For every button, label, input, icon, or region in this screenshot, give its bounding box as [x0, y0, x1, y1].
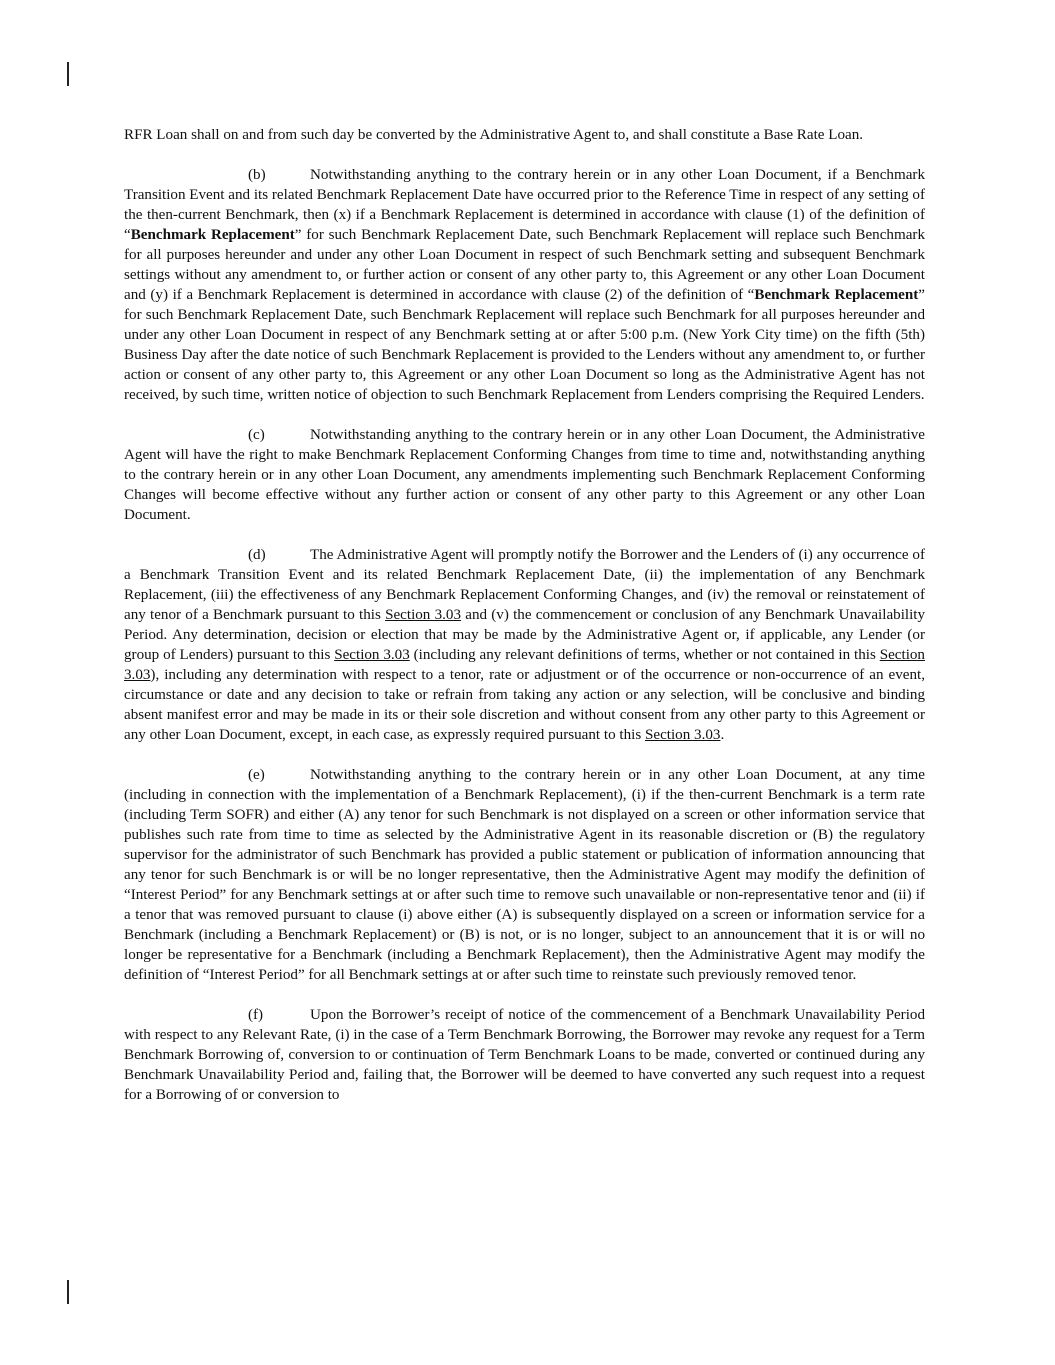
- paragraph-f: [124, 1005, 925, 1105]
- paragraph-c-label: (c): [248, 427, 265, 443]
- opening-paragraph: [124, 125, 925, 145]
- paragraph-b-label: (b): [248, 167, 266, 183]
- paragraph-d: [124, 545, 925, 745]
- paragraph-c: [124, 425, 925, 525]
- page-margin-mark-top: [67, 62, 69, 86]
- section-reference-3: Section 3.03: [124, 647, 925, 683]
- paragraph-b: [124, 165, 925, 405]
- paragraph-d-text-4: ), including any determination with respect to a tenor, rate or adjustment or of the occurrence or non-occurrence of an event, circumstance or date and any decision to take or refrain from taking any action or any selection, will be conclusive and binding absent manifest error and may be made in its or their sole discretion and without consent from any other party to this Agreement or any other Loan Document, except, in each case, as expressly required pursuant to this: [124, 667, 925, 743]
- paragraph-b-text-3: ” for such Benchmark Replacement Date, such Benchmark Replacement will replace such Benchmark for all purposes hereunder and under any other Loan Document in respect of any Benchmark setting at or after 5:00 p.m. (New York City time) on the fifth (5th) Business Day after the date notice of such Benchmark Replacement is provided to the Lenders without any amendment to, or further action or consent of any other party to, this Agreement or any other Loan Document so long as the Administrative Agent has not received, by such time, written notice of objection to such Benchmark Replacement from Lenders comprising the Required Lenders.: [124, 287, 925, 403]
- paragraph-d-label: (d): [248, 547, 266, 563]
- paragraph-d-text-5: .: [720, 727, 725, 743]
- paragraph-f-text: Upon the Borrower’s receipt of notice of the commencement of a Benchmark Unavailability Period with respect to any Relevant Rate, (i) in the case of a Term Benchmark Borrowing, the Borrower may revoke any request for a Term Benchmark Borrowing of, conversion to or continuation of Term Benchmark Loans to be made, converted or continued during any Benchmark Unavailability Period and, failing that, the Borrower will be deemed to have converted any such request into a request for a Borrowing of or conversion to: [124, 1007, 925, 1103]
- paragraph-e-label: (e): [248, 767, 265, 783]
- paragraph-b-text-1: Notwithstanding anything to the contrary herein or in any other Loan Document, if a Benchmark Transition Event and its related Benchmark Replacement Date have occurred prior to the Reference Time in respect of any setting of the then-current Benchmark, then (x) if a Benchmark Replacement is determined in accordance with clause (1) of the definition of “: [124, 167, 925, 243]
- section-reference-2: Section 3.03: [334, 647, 410, 663]
- document-body: [124, 125, 925, 1105]
- paragraph-b-defined-term-1: Benchmark Replacement: [130, 227, 295, 243]
- paragraph-c-text: Notwithstanding anything to the contrary herein or in any other Loan Document, the Administrative Agent will have the right to make Benchmark Replacement Conforming Changes from time to time and, notwithstanding anything to the contrary herein or in any other Loan Document, any amendments implementing such Benchmark Replacement Conforming Changes will become effective without any further action or consent of any other party to this Agreement or any other Loan Document.: [124, 427, 925, 523]
- section-reference-1: Section 3.03: [385, 607, 462, 623]
- page-margin-mark-bottom: [67, 1280, 69, 1304]
- paragraph-b-text-2: ” for such Benchmark Replacement Date, such Benchmark Replacement will replace such Benchmark for all purposes hereunder and under any other Loan Document in respect of such Benchmark setting and subsequent Benchmark settings without any amendment to, or further action or consent of any other party to, this Agreement or any other Loan Document and (y) if a Benchmark Replacement is determined in accordance with clause (2) of the definition of “: [124, 227, 925, 303]
- paragraph-e-text: Notwithstanding anything to the contrary herein or in any other Loan Document, at any time (including in connection with the implementation of a Benchmark Replacement), (i) if the then-current Benchmark is a term rate (including Term SOFR) and either (A) any tenor for such Benchmark is not displayed on a screen or other information service that publishes such rate from time to time as selected by the Administrative Agent in its reasonable discretion or (B) the regulatory supervisor for the administrator of such Benchmark has provided a public statement or publication of information announcing that any tenor for such Benchmark is or will be no longer representative, then the Administrative Agent may modify the definition of “Interest Period” for any Benchmark settings at or after such time to remove such unavailable or non-representative tenor and (ii) if a tenor that was removed pursuant to clause (i) above either (A) is subsequently displayed on a screen or information service for a Benchmark (including a Benchmark Replacement) or (B) is not, or is no longer, subject to an announcement that it is or will no longer be representative for a Benchmark (including a Benchmark Replacement), then the Administrative Agent may modify the definition of “Interest Period” for all Benchmark settings at or after such time to reinstate such previously removed tenor.: [124, 767, 925, 983]
- paragraph-d-text-2: and (v) the commencement or conclusion of any Benchmark Unavailability Period. Any determination, decision or election that may be made by the Administrative Agent or, if applicable, any Lender (or group of Lenders) pursuant to this: [124, 607, 926, 663]
- paragraph-d-text-1: The Administrative Agent will promptly notify the Borrower and the Lenders of (i) any occurrence of a Benchmark Transition Event and its related Benchmark Replacement Date, (ii) the implementation of any Benchmark Replacement, (iii) the effectiveness of any Benchmark Replacement Conforming Changes, and (iv) the removal or reinstatement of any tenor of a Benchmark pursuant to this: [124, 547, 925, 623]
- paragraph-b-defined-term-2: Benchmark Replacement: [754, 287, 919, 303]
- paragraph-d-text-3: (including any relevant definitions of terms, whether or not contained in this: [409, 647, 880, 663]
- opening-text: RFR Loan shall on and from such day be converted by the Administrative Agent to, and shall constitute a Base Rate Loan.: [124, 127, 864, 143]
- section-reference-4: Section 3.03: [644, 727, 721, 743]
- paragraph-e: [124, 765, 925, 985]
- paragraph-f-label: (f): [248, 1007, 264, 1023]
